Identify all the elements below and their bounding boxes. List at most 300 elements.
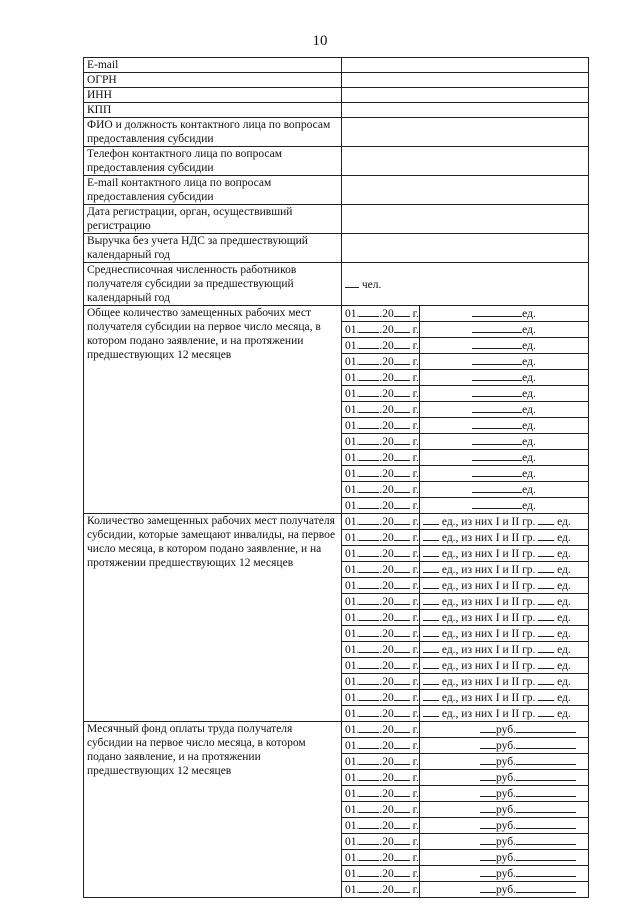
date-day: 01. bbox=[345, 644, 360, 656]
blank-line[interactable] bbox=[359, 546, 379, 557]
unit-label: руб. bbox=[496, 804, 516, 816]
period-value[interactable] bbox=[420, 610, 589, 626]
blank-line[interactable] bbox=[359, 642, 379, 653]
blank-line[interactable] bbox=[359, 562, 379, 573]
period-date[interactable] bbox=[342, 530, 420, 546]
date-year: .20 bbox=[379, 756, 394, 768]
date-day: 01. bbox=[345, 820, 360, 832]
period-value[interactable] bbox=[420, 354, 589, 370]
date-suffix: г. bbox=[409, 756, 419, 768]
blank-line[interactable] bbox=[394, 610, 410, 621]
blank-line[interactable] bbox=[359, 850, 379, 861]
period-value[interactable] bbox=[420, 370, 589, 386]
blank-line[interactable] bbox=[480, 754, 496, 765]
blank-line[interactable] bbox=[394, 706, 410, 717]
blank-line[interactable] bbox=[359, 802, 379, 813]
blank-line[interactable] bbox=[516, 738, 576, 749]
blank-line[interactable] bbox=[472, 306, 522, 317]
blank-line[interactable] bbox=[394, 354, 410, 365]
period-value[interactable] bbox=[420, 754, 589, 770]
period-date[interactable] bbox=[342, 578, 420, 594]
period-date[interactable] bbox=[342, 866, 420, 882]
period-value[interactable] bbox=[420, 514, 589, 530]
date-day: 01. bbox=[345, 660, 360, 672]
date-day: 01. bbox=[345, 500, 360, 512]
period-value[interactable] bbox=[420, 626, 589, 642]
date-day: 01. bbox=[345, 596, 360, 608]
field-value[interactable] bbox=[342, 147, 589, 176]
period-date[interactable] bbox=[342, 754, 420, 770]
period-value[interactable] bbox=[420, 882, 589, 898]
period-value[interactable] bbox=[420, 578, 589, 594]
date-suffix: г. bbox=[409, 708, 419, 720]
blank-line[interactable] bbox=[394, 722, 410, 733]
period-date[interactable] bbox=[342, 322, 420, 338]
field-value[interactable] bbox=[342, 205, 589, 234]
blank-line[interactable] bbox=[480, 802, 496, 813]
period-date[interactable] bbox=[342, 370, 420, 386]
blank-line[interactable] bbox=[423, 658, 439, 669]
blank-line[interactable] bbox=[538, 626, 554, 637]
field-value[interactable] bbox=[342, 103, 589, 118]
period-value[interactable] bbox=[420, 642, 589, 658]
period-date[interactable] bbox=[342, 594, 420, 610]
blank-line[interactable] bbox=[394, 402, 410, 413]
blank-line[interactable] bbox=[423, 610, 439, 621]
blank-line[interactable] bbox=[516, 834, 576, 845]
blank-line[interactable] bbox=[359, 370, 379, 381]
period-date[interactable] bbox=[342, 450, 420, 466]
unit-label: ед., из них I и II гр. bbox=[439, 692, 539, 704]
blank-line[interactable] bbox=[394, 386, 410, 397]
field-label: ОГРН bbox=[84, 73, 342, 88]
blank-line[interactable] bbox=[394, 690, 410, 701]
blank-line[interactable] bbox=[394, 338, 410, 349]
period-date[interactable] bbox=[342, 738, 420, 754]
blank-line[interactable] bbox=[359, 674, 379, 685]
blank-line[interactable] bbox=[359, 834, 379, 845]
date-year: .20 bbox=[379, 804, 394, 816]
date-year: .20 bbox=[379, 852, 394, 864]
blank-line[interactable] bbox=[423, 626, 439, 637]
period-value[interactable] bbox=[420, 706, 589, 722]
period-date[interactable] bbox=[342, 642, 420, 658]
date-suffix: г. bbox=[409, 372, 419, 384]
period-date[interactable] bbox=[342, 466, 420, 482]
period-date[interactable] bbox=[342, 882, 420, 898]
blank-line[interactable] bbox=[394, 674, 410, 685]
unit-label: ед. bbox=[522, 468, 536, 480]
period-date[interactable] bbox=[342, 722, 420, 738]
date-day: 01. bbox=[345, 404, 360, 416]
blank-line[interactable] bbox=[516, 850, 576, 861]
period-value[interactable] bbox=[420, 802, 589, 818]
blank-line[interactable] bbox=[538, 706, 554, 717]
period-value[interactable] bbox=[420, 386, 589, 402]
blank-line[interactable] bbox=[394, 738, 410, 749]
period-date[interactable] bbox=[342, 850, 420, 866]
period-value[interactable] bbox=[420, 466, 589, 482]
blank-line[interactable] bbox=[345, 277, 359, 288]
field-label: Среднесписочная численность работников получателя субсидии за предшествующий календарный год bbox=[84, 263, 342, 306]
period-date[interactable] bbox=[342, 690, 420, 706]
blank-line[interactable] bbox=[516, 802, 576, 813]
blank-line[interactable] bbox=[394, 482, 410, 493]
blank-line[interactable] bbox=[359, 514, 379, 525]
blank-line[interactable] bbox=[394, 850, 410, 861]
unit-label: ед. bbox=[522, 308, 536, 320]
field-label: ИНН bbox=[84, 88, 342, 103]
blank-line[interactable] bbox=[394, 306, 410, 317]
date-year: .20 bbox=[379, 388, 394, 400]
date-suffix: г. bbox=[409, 452, 419, 464]
period-date[interactable] bbox=[342, 626, 420, 642]
blank-line[interactable] bbox=[359, 738, 379, 749]
unit-label: руб. bbox=[496, 724, 516, 736]
blank-line[interactable] bbox=[516, 770, 576, 781]
blank-line[interactable] bbox=[472, 482, 522, 493]
field-label: КПП bbox=[84, 103, 342, 118]
field-value[interactable] bbox=[342, 88, 589, 103]
field-value[interactable] bbox=[342, 176, 589, 205]
date-day: 01. bbox=[345, 676, 360, 688]
blank-line[interactable] bbox=[423, 594, 439, 605]
blank-line[interactable] bbox=[423, 514, 439, 525]
period-date[interactable] bbox=[342, 434, 420, 450]
date-year: .20 bbox=[379, 324, 394, 336]
blank-line[interactable] bbox=[472, 402, 522, 413]
period-date[interactable] bbox=[342, 674, 420, 690]
blank-line[interactable] bbox=[359, 338, 379, 349]
date-suffix: г. bbox=[409, 852, 419, 864]
headcount-value[interactable] bbox=[342, 263, 589, 306]
period-date[interactable] bbox=[342, 498, 420, 514]
date-suffix: г. bbox=[409, 692, 419, 704]
period-value[interactable] bbox=[420, 850, 589, 866]
blank-line[interactable] bbox=[538, 658, 554, 669]
blank-line[interactable] bbox=[394, 466, 410, 477]
blank-line[interactable] bbox=[538, 562, 554, 573]
date-day: 01. bbox=[345, 420, 360, 432]
unit-label: ед. bbox=[522, 452, 536, 464]
date-suffix: г. bbox=[409, 772, 419, 784]
period-date[interactable] bbox=[342, 818, 420, 834]
date-suffix: г. bbox=[409, 324, 419, 336]
blank-line[interactable] bbox=[472, 354, 522, 365]
blank-line[interactable] bbox=[359, 706, 379, 717]
blank-line[interactable] bbox=[423, 530, 439, 541]
period-value[interactable] bbox=[420, 658, 589, 674]
blank-line[interactable] bbox=[516, 754, 576, 765]
unit-label: руб. bbox=[496, 756, 516, 768]
form-row bbox=[84, 58, 589, 73]
blank-line[interactable] bbox=[472, 466, 522, 477]
blank-line[interactable] bbox=[516, 786, 576, 797]
date-suffix: г. bbox=[409, 420, 419, 432]
period-value[interactable] bbox=[420, 834, 589, 850]
blank-line[interactable] bbox=[359, 418, 379, 429]
blank-line[interactable] bbox=[394, 450, 410, 461]
unit-label: ед. bbox=[522, 420, 536, 432]
blank-line[interactable] bbox=[359, 786, 379, 797]
blank-line[interactable] bbox=[359, 386, 379, 397]
unit-label: руб. bbox=[496, 788, 516, 800]
blank-line[interactable] bbox=[472, 370, 522, 381]
blank-line[interactable] bbox=[394, 418, 410, 429]
field-value[interactable] bbox=[342, 234, 589, 263]
blank-line[interactable] bbox=[472, 450, 522, 461]
blank-line[interactable] bbox=[538, 610, 554, 621]
period-value[interactable] bbox=[420, 418, 589, 434]
blank-line[interactable] bbox=[423, 546, 439, 557]
blank-line[interactable] bbox=[359, 722, 379, 733]
blank-line[interactable] bbox=[394, 642, 410, 653]
date-day: 01. bbox=[345, 852, 360, 864]
period-date[interactable] bbox=[342, 770, 420, 786]
blank-line[interactable] bbox=[480, 786, 496, 797]
blank-line[interactable] bbox=[359, 690, 379, 701]
blank-line[interactable] bbox=[359, 770, 379, 781]
date-day: 01. bbox=[345, 356, 360, 368]
blank-line[interactable] bbox=[359, 530, 379, 541]
blank-line[interactable] bbox=[472, 386, 522, 397]
blank-line[interactable] bbox=[472, 322, 522, 333]
blank-line[interactable] bbox=[472, 418, 522, 429]
date-suffix: г. bbox=[409, 580, 419, 592]
date-year: .20 bbox=[379, 516, 394, 528]
period-value[interactable] bbox=[420, 866, 589, 882]
period-value[interactable] bbox=[420, 530, 589, 546]
blank-line[interactable] bbox=[394, 802, 410, 813]
blank-line[interactable] bbox=[538, 594, 554, 605]
blank-line[interactable] bbox=[394, 370, 410, 381]
blank-line[interactable] bbox=[359, 754, 379, 765]
unit-label: ед., из них I и II гр. bbox=[439, 628, 539, 640]
blank-line[interactable] bbox=[359, 626, 379, 637]
blank-line[interactable] bbox=[538, 642, 554, 653]
date-day: 01. bbox=[345, 628, 360, 640]
period-date[interactable] bbox=[342, 562, 420, 578]
blank-line[interactable] bbox=[394, 514, 410, 525]
blank-line[interactable] bbox=[423, 578, 439, 589]
blank-line[interactable] bbox=[480, 866, 496, 877]
application-form-table bbox=[83, 57, 589, 898]
period-value[interactable] bbox=[420, 690, 589, 706]
blank-line[interactable] bbox=[359, 658, 379, 669]
blank-line[interactable] bbox=[394, 658, 410, 669]
blank-line[interactable] bbox=[516, 818, 576, 829]
date-suffix: г. bbox=[409, 340, 419, 352]
blank-line[interactable] bbox=[359, 450, 379, 461]
blank-line[interactable] bbox=[394, 562, 410, 573]
blank-line[interactable] bbox=[359, 818, 379, 829]
blank-line[interactable] bbox=[359, 594, 379, 605]
unit-label: ед. bbox=[522, 404, 536, 416]
period-value[interactable] bbox=[420, 322, 589, 338]
blank-line[interactable] bbox=[359, 610, 379, 621]
date-day: 01. bbox=[345, 324, 360, 336]
period-value[interactable] bbox=[420, 738, 589, 754]
blank-line[interactable] bbox=[359, 306, 379, 317]
date-suffix: г. bbox=[409, 484, 419, 496]
period-value[interactable] bbox=[420, 818, 589, 834]
period-date[interactable] bbox=[342, 354, 420, 370]
period-value[interactable] bbox=[420, 434, 589, 450]
period-date[interactable] bbox=[342, 306, 420, 322]
unit-label: ед. bbox=[554, 692, 571, 704]
date-suffix: г. bbox=[409, 356, 419, 368]
blank-line[interactable] bbox=[480, 818, 496, 829]
period-date[interactable] bbox=[342, 386, 420, 402]
date-year: .20 bbox=[379, 692, 394, 704]
blank-line[interactable] bbox=[516, 866, 576, 877]
blank-line[interactable] bbox=[359, 866, 379, 877]
blank-line[interactable] bbox=[359, 482, 379, 493]
period-value[interactable] bbox=[420, 450, 589, 466]
blank-line[interactable] bbox=[480, 850, 496, 861]
blank-line[interactable] bbox=[359, 882, 379, 893]
blank-line[interactable] bbox=[423, 690, 439, 701]
period-date[interactable] bbox=[342, 418, 420, 434]
date-suffix: г. bbox=[409, 548, 419, 560]
period-value[interactable] bbox=[420, 674, 589, 690]
blank-line[interactable] bbox=[480, 834, 496, 845]
blank-line[interactable] bbox=[359, 402, 379, 413]
date-year: .20 bbox=[379, 532, 394, 544]
unit-label: руб. bbox=[496, 884, 516, 896]
date-suffix: г. bbox=[409, 628, 419, 640]
date-day: 01. bbox=[345, 340, 360, 352]
blank-line[interactable] bbox=[480, 722, 496, 733]
blank-line[interactable] bbox=[423, 674, 439, 685]
date-year: .20 bbox=[379, 564, 394, 576]
blank-line[interactable] bbox=[538, 514, 554, 525]
date-year: .20 bbox=[379, 868, 394, 880]
form-row bbox=[84, 176, 589, 205]
period-value[interactable] bbox=[420, 562, 589, 578]
blank-line[interactable] bbox=[359, 466, 379, 477]
blank-line[interactable] bbox=[538, 690, 554, 701]
blank-line[interactable] bbox=[394, 626, 410, 637]
period-row bbox=[84, 722, 589, 738]
blank-line[interactable] bbox=[480, 770, 496, 781]
form-row bbox=[84, 205, 589, 234]
period-date[interactable] bbox=[342, 610, 420, 626]
blank-line[interactable] bbox=[394, 834, 410, 845]
date-suffix: г. bbox=[409, 740, 419, 752]
period-value[interactable] bbox=[420, 722, 589, 738]
blank-line[interactable] bbox=[480, 738, 496, 749]
blank-line[interactable] bbox=[394, 770, 410, 781]
period-date[interactable] bbox=[342, 834, 420, 850]
blank-line[interactable] bbox=[516, 882, 576, 893]
period-date[interactable] bbox=[342, 402, 420, 418]
blank-line[interactable] bbox=[538, 578, 554, 589]
period-value[interactable] bbox=[420, 338, 589, 354]
date-suffix: г. bbox=[409, 388, 419, 400]
period-date[interactable] bbox=[342, 482, 420, 498]
period-row bbox=[84, 306, 589, 322]
blank-line[interactable] bbox=[472, 498, 522, 509]
blank-line[interactable] bbox=[394, 546, 410, 557]
period-value[interactable] bbox=[420, 770, 589, 786]
blank-line[interactable] bbox=[480, 882, 496, 893]
date-suffix: г. bbox=[409, 516, 419, 528]
field-label: ФИО и должность контактного лица по вопросам предоставления субсидии bbox=[84, 118, 342, 147]
field-value[interactable] bbox=[342, 118, 589, 147]
date-day: 01. bbox=[345, 692, 360, 704]
blank-line[interactable] bbox=[359, 354, 379, 365]
blank-line[interactable] bbox=[394, 434, 410, 445]
blank-line[interactable] bbox=[472, 434, 522, 445]
blank-line[interactable] bbox=[394, 882, 410, 893]
blank-line[interactable] bbox=[538, 546, 554, 557]
unit-label: ед., из них I и II гр. bbox=[439, 580, 539, 592]
blank-line[interactable] bbox=[394, 866, 410, 877]
date-day: 01. bbox=[345, 724, 360, 736]
date-year: .20 bbox=[379, 676, 394, 688]
unit-label: ед. bbox=[522, 340, 536, 352]
field-label: Дата регистрации, орган, осуществивший регистрацию bbox=[84, 205, 342, 234]
period-value[interactable] bbox=[420, 306, 589, 322]
blank-line[interactable] bbox=[359, 322, 379, 333]
period-date[interactable] bbox=[342, 802, 420, 818]
period-date[interactable] bbox=[342, 338, 420, 354]
section-label: Количество замещенных рабочих мест получателя субсидии, которые замещают инвалиды, на первое число месяца, в котором подано заявление, и на протяжении предшествующих 12 месяцев bbox=[84, 514, 342, 722]
date-year: .20 bbox=[379, 420, 394, 432]
blank-line[interactable] bbox=[359, 498, 379, 509]
blank-line[interactable] bbox=[394, 594, 410, 605]
period-date[interactable] bbox=[342, 514, 420, 530]
period-date[interactable] bbox=[342, 546, 420, 562]
blank-line[interactable] bbox=[359, 578, 379, 589]
period-value[interactable] bbox=[420, 482, 589, 498]
unit-label: чел. bbox=[359, 278, 382, 291]
period-value[interactable] bbox=[420, 594, 589, 610]
blank-line[interactable] bbox=[423, 562, 439, 573]
period-date[interactable] bbox=[342, 658, 420, 674]
field-value[interactable] bbox=[342, 73, 589, 88]
blank-line[interactable] bbox=[359, 434, 379, 445]
blank-line[interactable] bbox=[472, 338, 522, 349]
date-suffix: г. bbox=[409, 468, 419, 480]
blank-line[interactable] bbox=[394, 322, 410, 333]
date-year: .20 bbox=[379, 612, 394, 624]
blank-line[interactable] bbox=[423, 642, 439, 653]
period-value[interactable] bbox=[420, 498, 589, 514]
period-value[interactable] bbox=[420, 402, 589, 418]
blank-line[interactable] bbox=[394, 498, 410, 509]
blank-line[interactable] bbox=[394, 578, 410, 589]
period-value[interactable] bbox=[420, 546, 589, 562]
period-date[interactable] bbox=[342, 706, 420, 722]
date-suffix: г. bbox=[409, 436, 419, 448]
unit-label: ед. bbox=[522, 500, 536, 512]
blank-line[interactable] bbox=[394, 530, 410, 541]
blank-line[interactable] bbox=[538, 674, 554, 685]
date-day: 01. bbox=[345, 580, 360, 592]
field-value[interactable] bbox=[342, 58, 589, 73]
period-date[interactable] bbox=[342, 786, 420, 802]
blank-line[interactable] bbox=[394, 786, 410, 797]
blank-line[interactable] bbox=[516, 722, 576, 733]
blank-line[interactable] bbox=[394, 754, 410, 765]
date-day: 01. bbox=[345, 532, 360, 544]
blank-line[interactable] bbox=[394, 818, 410, 829]
period-value[interactable] bbox=[420, 786, 589, 802]
blank-line[interactable] bbox=[423, 706, 439, 717]
blank-line[interactable] bbox=[538, 530, 554, 541]
